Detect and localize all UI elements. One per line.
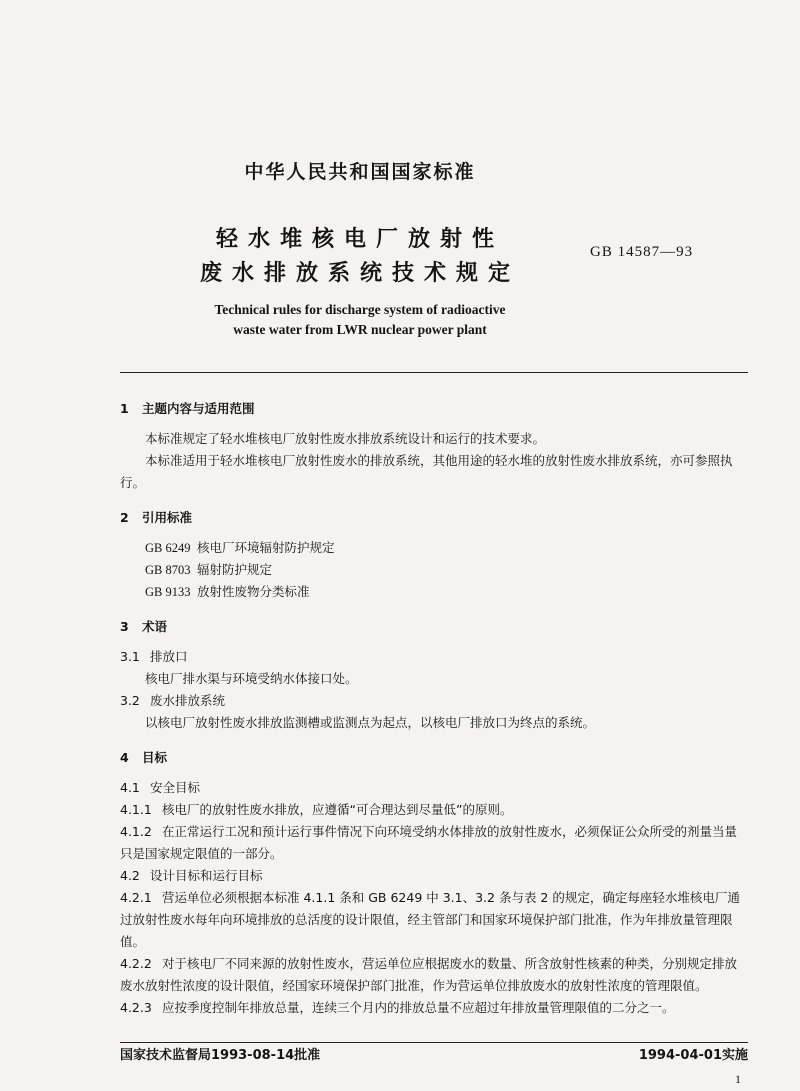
subsection-heading [120, 777, 748, 799]
approval-date: 国家技术监督局1993-08-14批准 [120, 1048, 321, 1063]
clause-text: 在正常运行工况和预计运行事件情况下向环境受纳水体排放的放射性废水，必须保证公众所受的剂量当量只是国家规定限值的一部分。 [120, 824, 738, 861]
section-number: 1 [120, 401, 129, 416]
subsection-heading [120, 646, 748, 668]
section-3-heading [120, 616, 748, 638]
standard-number: GB 14587—93 [590, 244, 694, 260]
subsection-title: 安全目标 [150, 780, 201, 795]
subsection-number: 3.1 [120, 649, 140, 664]
definition-text: 以核电厂放射性废水排放监测槽或监测点为起点，以核电厂排放口为终点的系统。 [145, 715, 596, 730]
clause [120, 887, 748, 953]
title-line-2: 废水排放系统技术规定 [199, 261, 520, 286]
subsection-title: 废水排放系统 [150, 693, 226, 708]
clause-number: 4.1.2 [120, 824, 152, 839]
subsection-heading [120, 690, 748, 712]
section-1-heading [120, 398, 748, 420]
paragraph: 本标准适用于轻水堆核电厂放射性废水的排放系统，其他用途的轻水堆的放射性废水排放系统，亦可参照执行。 [120, 453, 733, 490]
subsection-number: 4.1 [120, 780, 140, 795]
clause [120, 997, 748, 1019]
page-number: 1 [735, 1072, 741, 1086]
national-standard-heading: 中华人民共和国国家标准 [244, 161, 476, 183]
english-title-line-1: Technical rules for discharge system of radioactive [214, 302, 506, 317]
reference-title: 放射性废物分类标准 [197, 584, 310, 599]
subsection-title: 设计目标和运行目标 [150, 868, 263, 883]
section-4-heading [120, 747, 748, 769]
clause-text: 应按季度控制年排放总量，连续三个月内的排放总量不应超过年排放量管理限值的二分之一。 [162, 1000, 675, 1015]
reference-title: 核电厂环境辐射防护规定 [197, 540, 335, 555]
clause [120, 821, 748, 865]
reference-item [120, 537, 748, 559]
section-title: 引用标准 [142, 510, 193, 525]
section-number: 3 [120, 619, 129, 634]
clause-number: 4.1.1 [120, 802, 152, 817]
paragraph: 本标准规定了轻水堆核电厂放射性废水排放系统设计和运行的技术要求。 [145, 431, 546, 446]
section-title: 目标 [142, 750, 168, 765]
subsection-number: 4.2 [120, 868, 140, 883]
subsection-heading [120, 865, 748, 887]
clause-number: 4.2.1 [120, 890, 152, 905]
reference-title: 辐射防护规定 [197, 562, 273, 577]
implementation-date: 1994-04-01实施 [638, 1048, 748, 1063]
clause-number: 4.2.3 [120, 1000, 152, 1015]
definition-text: 核电厂排水渠与环境受纳水体接口处。 [145, 671, 358, 686]
section-2-heading [120, 507, 748, 529]
clause [120, 953, 748, 997]
clause-number: 4.2.2 [120, 956, 152, 971]
reference-code: GB 9133 [145, 585, 191, 599]
subsection-title: 排放口 [150, 649, 188, 664]
clause-text: 对于核电厂不同来源的放射性废水，营运单位应根据废水的数量、所含放射性核素的种类，分别规定排放废水放射性浓度的设计限值，经国家环境保护部门批准，作为营运单位排放废水的放射性浓度的管理限值。 [120, 956, 738, 993]
reference-code: GB 8703 [145, 563, 191, 577]
clause [120, 799, 748, 821]
header-divider [120, 372, 748, 373]
clause-text: 营运单位必须根据本标准 4.1.1 条和 GB 6249 中 3.1、3.2 条与表 2 的规定，确定每座轻水堆核电厂通过放射性废水每年向环境排放的总活度的设计限值，经主管部门和国家环境保护部门批准，作为年排放量管理限值。 [120, 890, 740, 949]
section-title: 主题内容与适用范围 [142, 401, 255, 416]
reference-code: GB 6249 [145, 541, 191, 555]
reference-item [120, 559, 748, 581]
reference-item [120, 581, 748, 603]
section-number: 4 [120, 750, 129, 765]
document-body [120, 398, 748, 1019]
english-title-line-2: waste water from LWR nuclear power plant [233, 322, 487, 337]
section-number: 2 [120, 510, 129, 525]
section-title: 术语 [142, 619, 168, 634]
footer-divider [120, 1042, 748, 1043]
title-line-1: 轻水堆核电厂放射性 [215, 227, 504, 252]
subsection-number: 3.2 [120, 693, 140, 708]
clause-text: 核电厂的放射性废水排放，应遵循“可合理达到尽量低”的原则。 [162, 802, 513, 817]
